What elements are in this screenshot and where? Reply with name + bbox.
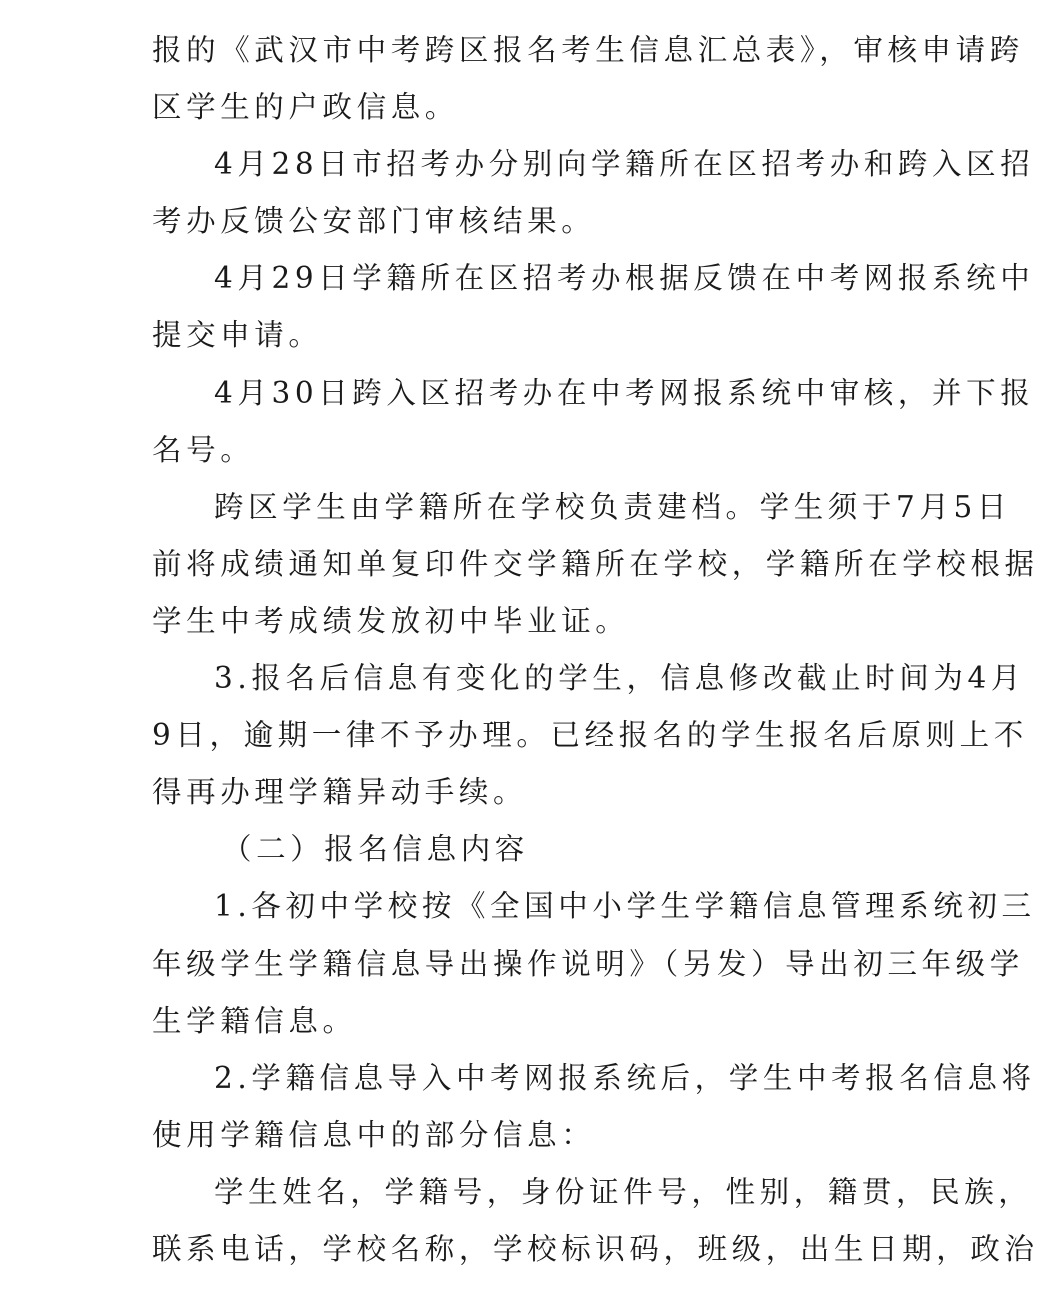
paragraph-line: 4月30日跨入区招考办在中考网报系统中审核，并下报	[214, 375, 1035, 410]
paragraph-line: 名号。	[152, 432, 255, 467]
paragraph-line: 跨区学生由学籍所在学校负责建档。学生须于7月5日	[214, 489, 1011, 524]
paragraph-line: 联系电话，学校名称，学校标识码，班级，出生日期，政治	[152, 1231, 1039, 1266]
paragraph-line: 学生姓名，学籍号，身份证件号，性别，籍贯，民族，	[214, 1174, 1033, 1209]
paragraph-line: 4月28日市招考办分别向学籍所在区招考办和跨入区招	[214, 147, 1035, 182]
paragraph-line: 2.学籍信息导入中考网报系统后，学生中考报名信息将	[214, 1060, 1036, 1095]
paragraph-line: 前将成绩通知单复印件交学籍所在学校，学籍所在学校根据	[152, 546, 1039, 581]
paragraph-line: 1.各初中学校按《全国中小学生学籍信息管理系统初三	[214, 889, 1036, 924]
paragraph-line: 提交申请。	[152, 318, 323, 353]
paragraph-line: 得再办理学籍异动手续。	[152, 775, 528, 810]
paragraph-line: 9日，逾期一律不予办理。已经报名的学生报名后原则上不	[152, 718, 1028, 753]
paragraph-line: 考办反馈公安部门审核结果。	[152, 204, 596, 239]
paragraph-line: 区学生的户政信息。	[152, 90, 459, 125]
section-heading: （二）报名信息内容	[222, 832, 529, 867]
paragraph-line: 4月29日学籍所在区招考办根据反馈在中考网报系统中	[214, 261, 1035, 296]
document-body	[152, 22, 1039, 1278]
paragraph-line: 使用学籍信息中的部分信息：	[152, 1117, 596, 1152]
paragraph-line: 3.报名后信息有变化的学生，信息修改截止时间为4月	[214, 661, 1025, 696]
paragraph-line: 生学籍信息。	[152, 1003, 357, 1038]
paragraph-line: 学生中考成绩发放初中毕业证。	[152, 603, 630, 638]
paragraph-line: 年级学生学籍信息导出操作说明》（另发）导出初三年级学	[152, 946, 1024, 981]
paragraph-line: 报的《武汉市中考跨区报名考生信息汇总表》，审核申请跨	[152, 33, 1024, 67]
